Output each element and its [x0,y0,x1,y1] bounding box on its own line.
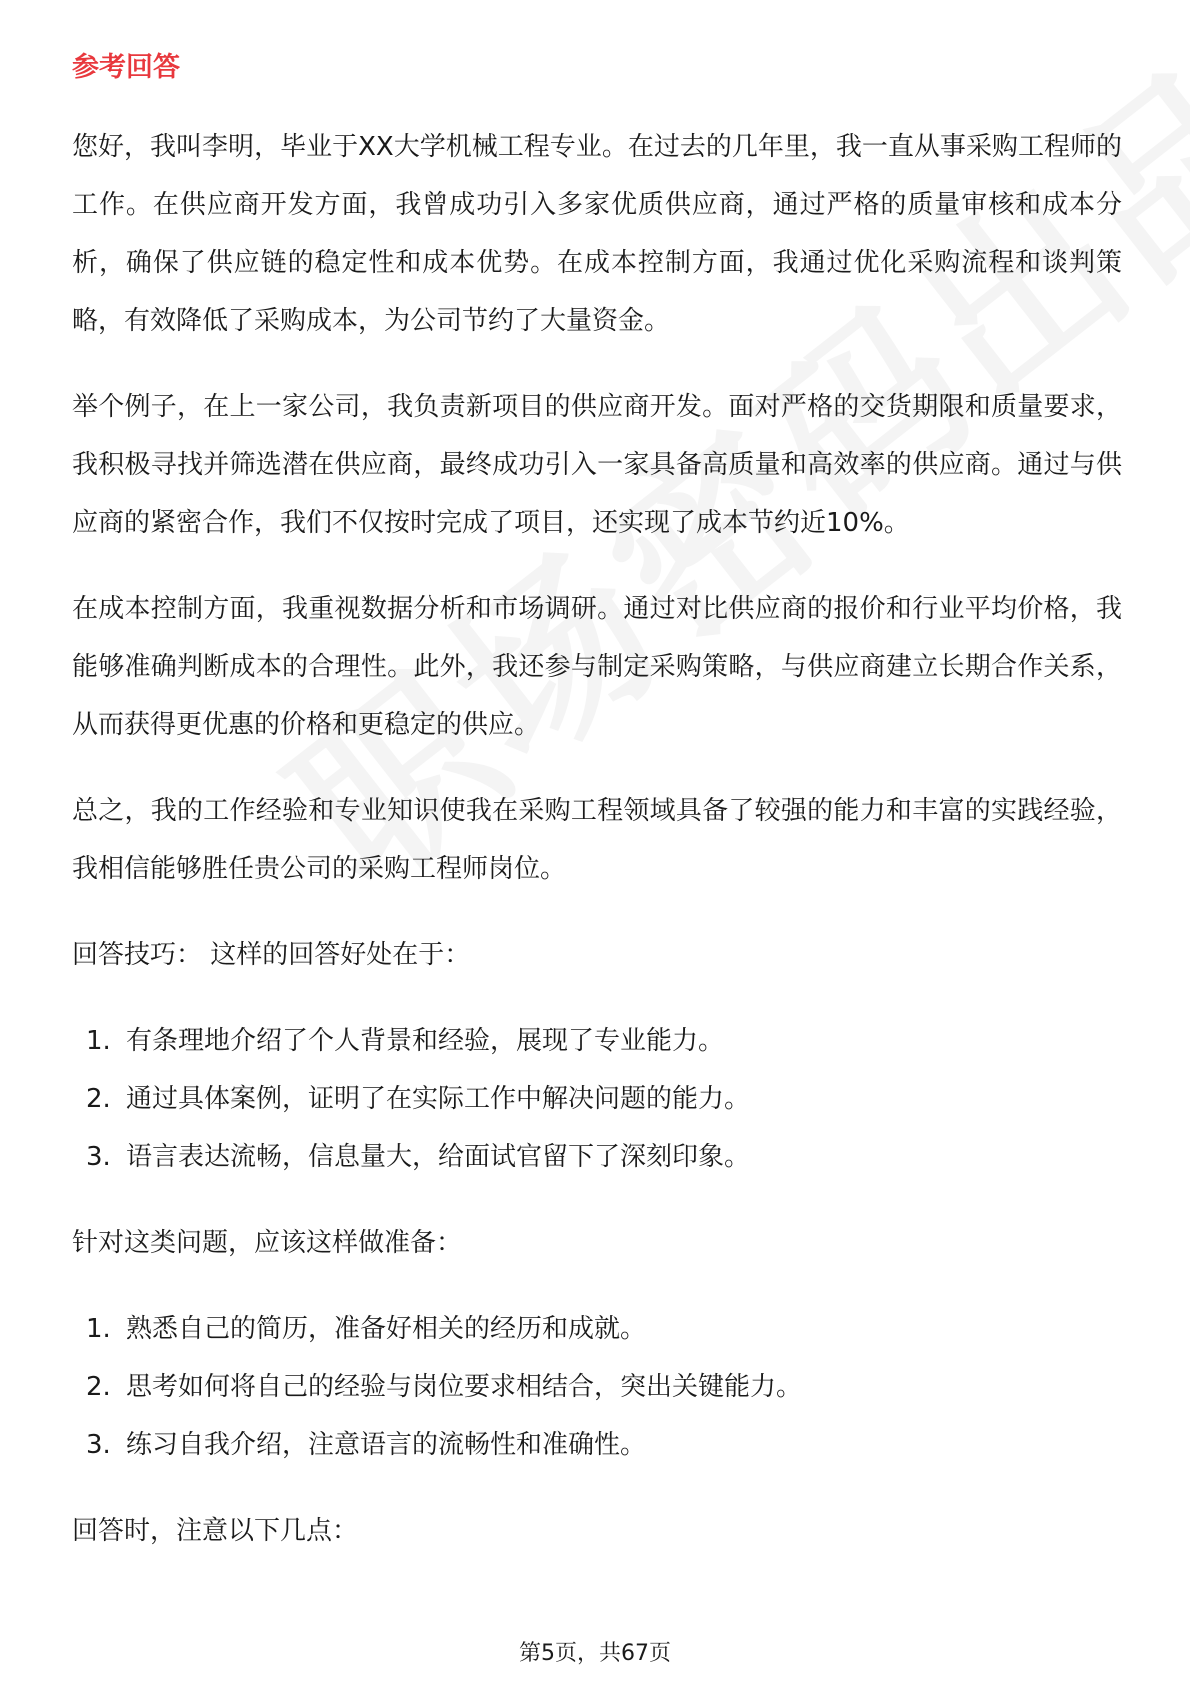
list-item [72,1358,1122,1416]
list-text: 语言表达流畅，信息量大，给面试官留下了深刻印象。 [126,1142,751,1172]
list-number: 3. [86,1142,111,1172]
list-text: 思考如何将自己的经验与岗位要求相结合，突出关键能力。 [126,1372,803,1402]
paragraph-cost-control: 在成本控制方面，我重视数据分析和市场调研。通过对比供应商的报价和行业平均价格，我能够准确判断成本的合理性。此外，我还参与制定采购策略，与供应商建立长期合作关系，从而获得更优惠的价格和更稳定的供应。 [72,594,1122,740]
prep-heading: 针对这类问题，应该这样做准备： [72,1228,463,1258]
list-number: 3. [86,1430,111,1460]
list-number: 2. [86,1372,111,1402]
tips-list [72,1012,1122,1186]
paragraph-intro: 您好，我叫李明，毕业于XX大学机械工程专业。在过去的几年里，我一直从事采购工程师的工作。在供应商开发方面，我曾成功引入多家优质供应商，通过严格的质量审核和成本分析，确保了供应链的稳定性和成本优势。在成本控制方面，我通过优化采购流程和谈判策略，有效降低了采购成本，为公司节约了大量资金。 [72,132,1122,336]
list-item [72,1070,1122,1128]
list-item [72,1012,1122,1070]
paragraph-summary: 总之，我的工作经验和专业知识使我在采购工程领域具备了较强的能力和丰富的实践经验，我相信能够胜任贵公司的采购工程师岗位。 [72,796,1122,884]
list-number: 1. [86,1314,111,1344]
list-item [72,1416,1122,1474]
list-number: 2. [86,1084,111,1114]
paragraph-example: 举个例子，在上一家公司，我负责新项目的供应商开发。面对严格的交货期限和质量要求，我积极寻找并筛选潜在供应商，最终成功引入一家具备高质量和高效率的供应商。通过与供应商的紧密合作，我们不仅按时完成了项目，还实现了成本节约近10%。 [72,392,1122,538]
list-text: 有条理地介绍了个人背景和经验，展现了专业能力。 [126,1026,725,1056]
notes-heading: 回答时，注意以下几点： [72,1516,359,1546]
content [72,48,1122,1588]
prep-list [72,1300,1122,1474]
list-item [72,1300,1122,1358]
page-footer: 第5页，共67页 [519,1641,671,1666]
tips-heading: 回答技巧： 这样的回答好处在于： [72,940,471,970]
list-text: 通过具体案例，证明了在实际工作中解决问题的能力。 [126,1084,751,1114]
list-number: 1. [86,1026,111,1056]
section-title: 参考回答 [72,52,180,83]
list-item [72,1128,1122,1186]
list-text: 熟悉自己的简历，准备好相关的经历和成就。 [126,1314,647,1344]
list-text: 练习自我介绍，注意语言的流畅性和准确性。 [126,1430,647,1460]
